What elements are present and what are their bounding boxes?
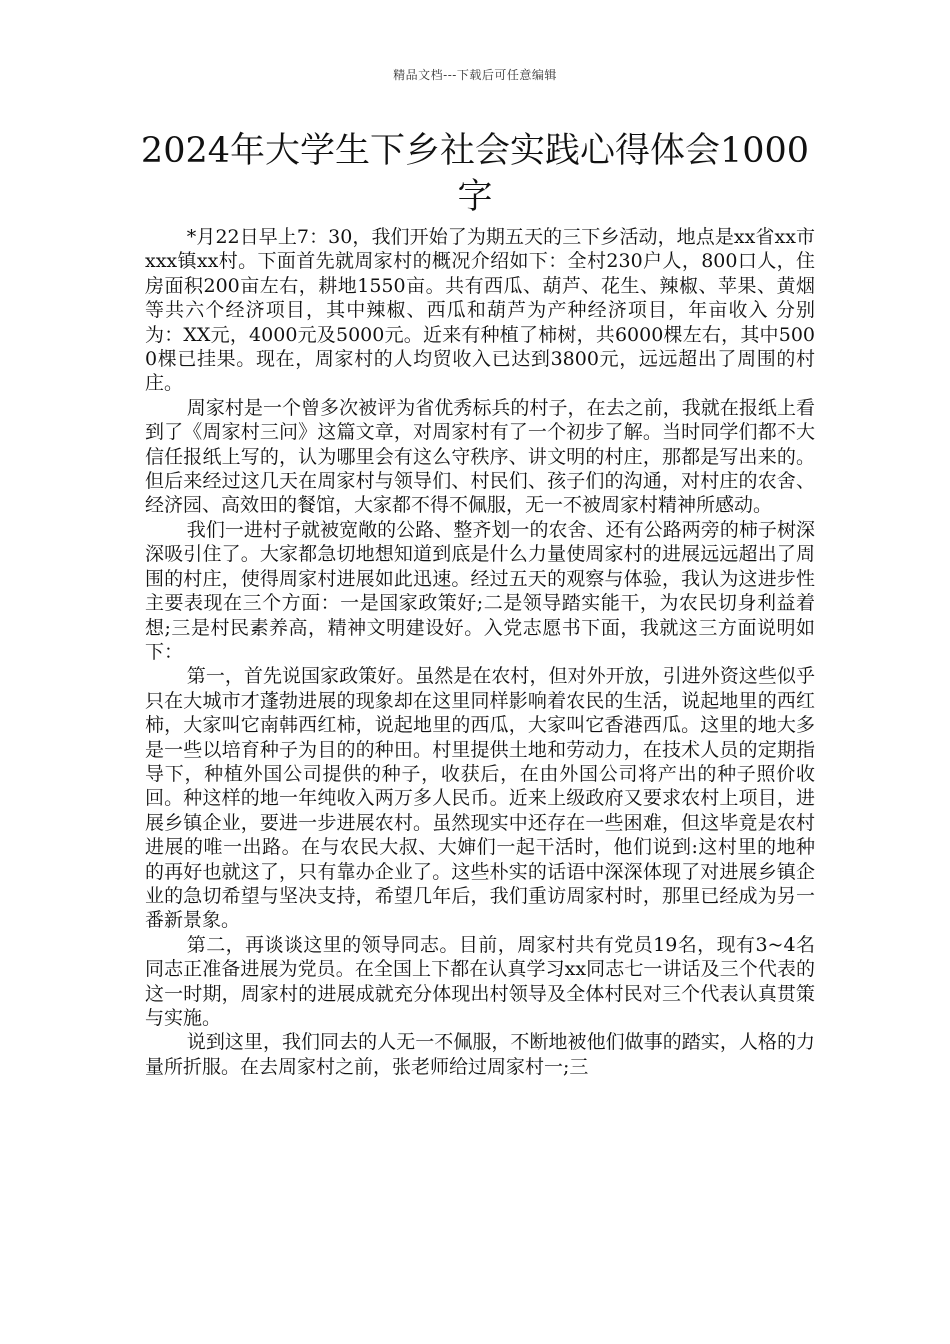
paragraph: 第一，首先说国家政策好。虽然是在农村，但对外开放，引进外资这些似乎只在大城市才蓬勃进展的现象却在这里同样影响着农民的生活，说起地里的西红柿，大家叫它南韩西红柿，说起地里的西瓜，大家叫它香港西瓜。这里的地大多是一些以培育种子为目的的种田。村里提供土地和劳动力，在技术人员的定期指导下，种植外国公司提供的种子，收获后，在由外国公司将产出的种子照价收回。种这样的地一年纯收入两万多人民币。近来上级政府又要求农村上项目，进展乡镇企业，要进一步进展农村。虽然现实中还存在一些困难，但这毕竟是农村进展的唯一出路。在与农民大叔、大婶们一起干活时，他们说到:这村里的地种的再好也就这了，只有靠办企业了。这些朴实的话语中深深体现了对进展乡镇企业的急切希望与坚决支持，希望几年后，我们重访周家村时，那里已经成为另一番新景象。 [145,665,815,932]
paragraph: *月22日早上7：30，我们开始了为期五天的三下乡活动，地点是xx省xx市xxx镇xx村。下面首先就周家村的概况介绍如下：全村230户人，800口人，住房面积200亩左右，耕地1550亩。共有西瓜、葫芦、花生、辣椒、苹果、黄烟等共六个经济项目，其中辣椒、西瓜和葫芦为产种经济项目，年亩收入 分别为：XX元，4000元及5000元。近来有种植了柿树，共6000棵左右，其中5000棵已挂果。现在，周家村的人均贸收入已达到3800元，远远超出了周围的村庄。 [145,226,815,395]
paragraph: 说到这里，我们同去的人无一不佩服，不断地被他们做事的踏实，人格的力量所折服。在去周家村之前，张老师给过周家村一;三 [145,1031,815,1078]
paragraph: 周家村是一个曾多次被评为省优秀标兵的村子，在去之前，我就在报纸上看到了《周家村三问》这篇文章，对周家村有了一个初步了解。当时同学们都不大信任报纸上写的，认为哪里会有这么守秩序、讲文明的村庄，那都是写出来的。但后来经过这几天在周家村与领导们、村民们、孩子们的沟通，对村庄的农舍、经济园、高效田的餐馆，大家都不得不佩服，无一不被周家村精神所感动。 [145,396,815,517]
paragraph: 第二，再谈谈这里的领导同志。目前，周家村共有党员19名，现有3~4名同志正准备进展为党员。在全国上下都在认真学习xx同志七一讲话及三个代表的这一时期，周家村的进展成就充分体现出村领导及全体村民对三个代表认真贯策与实施。 [145,933,815,1029]
paragraph: 我们一进村子就被宽敞的公路、整齐划一的农舍、还有公路两旁的柿子树深深吸引住了。大家都急切地想知道到底是什么力量使周家村的进展远远超出了周围的村庄，使得周家村进展如此迅速。经过五天的观察与体验，我认为这进步性主要表现在三个方面：一是国家政策好;二是领导踏实能干，为农民切身利益着想;三是村民素养高，精神文明建设好。入党志愿书下面，我就这三方面说明如下： [145,518,815,663]
document-title: 2024年大学生下乡社会实践心得体会1000字 [140,131,810,217]
header-note: 精品文档---下载后可任意编辑 [393,68,557,82]
document-body [145,225,815,1079]
